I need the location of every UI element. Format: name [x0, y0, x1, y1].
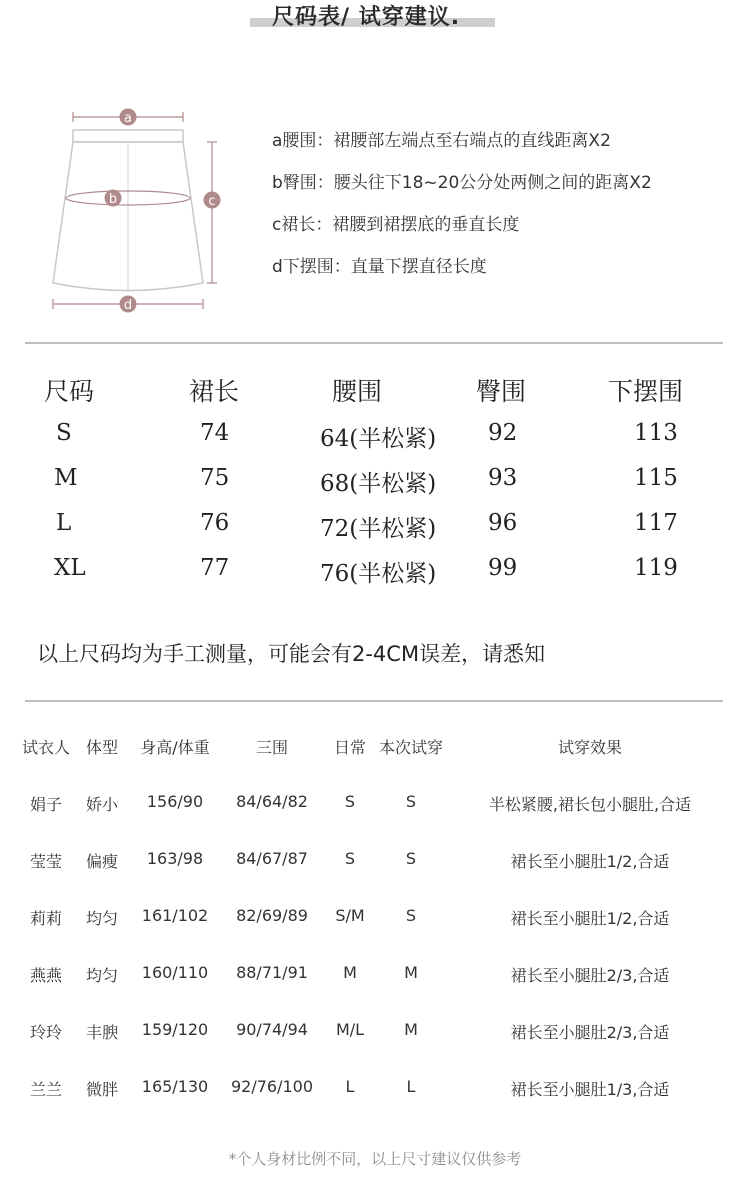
- size-row: [30, 465, 730, 510]
- note-hem: d下摆围：直量下摆直径长度: [272, 257, 487, 277]
- cell-hip: 96: [488, 510, 518, 536]
- cell-usual-size: M/L: [335, 1020, 365, 1039]
- fit-row: [0, 849, 750, 906]
- header-tester: 试衣人: [21, 738, 71, 757]
- page-title: 尺码表/ 试穿建议.: [272, 5, 461, 30]
- size-row: [30, 555, 730, 600]
- note-hip: b臀围：腰头往下18~20公分处两侧之间的距离X2: [272, 173, 652, 193]
- cell-height-weight: 159/120: [141, 1020, 209, 1039]
- header-waist: 腰围: [332, 377, 383, 406]
- cell-fit-effect: 裙长至小腿肚2/3,合适: [510, 966, 670, 985]
- cell-hem: 113: [634, 420, 678, 446]
- skirt-waistband: [73, 130, 183, 142]
- skirt-measurement-diagram: [40, 100, 240, 320]
- cell-body-type: 微胖: [85, 1080, 119, 1099]
- cell-hip: 99: [488, 555, 518, 581]
- fit-table-header: [0, 735, 750, 792]
- label-d-text: d: [123, 298, 133, 313]
- header-body-type: 体型: [85, 738, 119, 757]
- cell-usual-size: S: [344, 792, 356, 811]
- cell-tried-size: M: [404, 963, 418, 982]
- cell-height-weight: 160/110: [141, 963, 209, 982]
- cell-tester: 兰兰: [29, 1080, 63, 1099]
- header-fit-effect: 试穿效果: [557, 738, 623, 757]
- cell-hem: 119: [634, 555, 678, 581]
- cell-tried-size: S: [405, 849, 417, 868]
- measurement-notes: [272, 128, 742, 296]
- header-size: 尺码: [44, 377, 95, 406]
- cell-size: S: [56, 420, 72, 446]
- cell-hip: 93: [488, 465, 518, 491]
- cell-hem: 117: [634, 510, 678, 536]
- label-b-text: b: [108, 192, 118, 207]
- fit-row: [0, 963, 750, 1020]
- cell-body-type: 均匀: [85, 909, 119, 928]
- cell-height-weight: 163/98: [146, 849, 204, 868]
- note-waist: a腰围：裙腰部左端点至右端点的直线距离X2: [272, 131, 611, 151]
- header-hem: 下摆围: [608, 377, 684, 406]
- cell-length: 75: [200, 465, 230, 491]
- divider-middle: [25, 700, 723, 702]
- cell-tried-size: M: [404, 1020, 418, 1039]
- cell-size: L: [56, 510, 72, 536]
- cell-size: XL: [54, 555, 86, 581]
- cell-length: 74: [200, 420, 230, 446]
- cell-fit-effect: 半松紧腰,裙长包小腿肚,合适: [488, 795, 692, 814]
- cell-body-type: 丰腴: [85, 1023, 119, 1042]
- header-hip: 臀围: [476, 377, 527, 406]
- fit-row: [0, 1077, 750, 1134]
- header-length: 裙长: [189, 377, 240, 406]
- cell-fit-effect: 裙长至小腿肚1/3,合适: [510, 1080, 670, 1099]
- header-tried-size: 本次试穿: [378, 738, 444, 757]
- cell-waist: 72(半松紧): [320, 516, 437, 542]
- fit-row: [0, 792, 750, 849]
- cell-height-weight: 165/130: [141, 1077, 209, 1096]
- cell-measurements: 82/69/89: [236, 906, 308, 925]
- size-table: [30, 372, 730, 600]
- cell-fit-effect: 裙长至小腿肚1/2,合适: [510, 852, 670, 871]
- cell-body-type: 均匀: [85, 966, 119, 985]
- cell-height-weight: 161/102: [141, 906, 209, 925]
- cell-fit-effect: 裙长至小腿肚1/2,合适: [510, 909, 670, 928]
- cell-tester: 莹莹: [29, 852, 63, 871]
- label-c-text: c: [208, 194, 216, 209]
- cell-tester: 娟子: [29, 795, 63, 814]
- cell-measurements: 90/74/94: [236, 1020, 308, 1039]
- cell-size: M: [54, 465, 78, 491]
- cell-measurements: 84/64/82: [236, 792, 308, 811]
- header-usual-size: 日常: [333, 738, 367, 757]
- page-title-block: [250, 0, 500, 30]
- cell-height-weight: 156/90: [146, 792, 204, 811]
- cell-waist: 68(半松紧): [320, 471, 437, 497]
- cell-tester: 玲玲: [29, 1023, 63, 1042]
- cell-body-type: 娇小: [85, 795, 119, 814]
- header-height-weight: 身高/体重: [140, 738, 210, 757]
- cell-tried-size: L: [406, 1077, 416, 1096]
- cell-tester: 莉莉: [29, 909, 63, 928]
- cell-usual-size: L: [345, 1077, 355, 1096]
- cell-tried-size: S: [405, 792, 417, 811]
- cell-measurements: 84/67/87: [236, 849, 308, 868]
- cell-body-type: 偏瘦: [85, 852, 119, 871]
- size-row: [30, 510, 730, 555]
- fit-row: [0, 906, 750, 963]
- reference-footnote: *个人身材比例不同，以上尺寸建议仅供参考: [228, 1150, 522, 1168]
- header-measurements: 三围: [255, 738, 289, 757]
- cell-waist: 64(半松紧): [320, 426, 437, 452]
- cell-usual-size: S/M: [335, 906, 365, 925]
- cell-tried-size: S: [405, 906, 417, 925]
- fit-row: [0, 1020, 750, 1077]
- measurement-accuracy-note: 以上尺码均为手工测量，可能会有2-4CM误差，请悉知: [37, 642, 546, 666]
- cell-usual-size: S: [344, 849, 356, 868]
- size-row: [30, 420, 730, 465]
- divider-top: [25, 342, 723, 344]
- cell-fit-effect: 裙长至小腿肚2/3,合适: [510, 1023, 670, 1042]
- cell-waist: 76(半松紧): [320, 561, 437, 587]
- cell-measurements: 88/71/91: [236, 963, 308, 982]
- fit-table: [0, 735, 750, 1134]
- cell-usual-size: M: [343, 963, 357, 982]
- note-length: c裙长：裙腰到裙摆底的垂直长度: [272, 215, 520, 235]
- label-a-text: a: [124, 111, 132, 126]
- cell-length: 77: [200, 555, 230, 581]
- cell-hip: 92: [488, 420, 518, 446]
- size-table-header: [30, 372, 730, 420]
- cell-length: 76: [200, 510, 230, 536]
- cell-hem: 115: [634, 465, 678, 491]
- cell-measurements: 92/76/100: [230, 1077, 314, 1096]
- cell-tester: 燕燕: [29, 966, 63, 985]
